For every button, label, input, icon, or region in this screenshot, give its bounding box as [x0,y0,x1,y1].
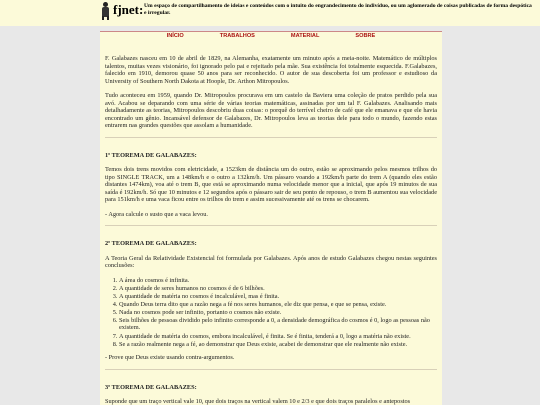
list-item: 3. A quantidade de matéria no cosmos é incalculável, mas é finita. [119,293,437,301]
theorem-3-body: Suponde que um traço vertical vale 10, que dois traços na vertical valem 10 e 2/3 e que dois traços paralelos e antepostos [105,398,411,405]
site-header [0,0,540,26]
theorem-3-title: 3º TEOREMA DE GALABAZES: [105,383,197,391]
section-divider [105,369,437,370]
theorem-2-list [105,277,437,349]
article-content [100,40,442,405]
list-item: 7. A quantidade de matéria do cosmos, embora incalculável, é finita. Se é finita, tenderá a 0, logo a matéria não existe. [119,333,437,341]
theorem-1-question: - Agora calcule o susto que a vaca levou. [105,210,208,218]
nav-sobre[interactable]: SOBRE [355,33,376,39]
site-logo[interactable] [100,2,143,20]
logo-text: fjnet: [113,2,144,17]
site-tagline: Um espaço de compartilhamento de ideias e conteúdos com o intuito do engrandecimento do indivíduo, ou um aglomerado de coisas publicadas de forma despótica e irregular. [144,3,532,16]
section-divider [105,225,437,226]
list-item: 1. A área do cosmos é infinita. [119,277,437,285]
list-item: 6. Seis bilhões de pessoas dividido pelo infinito corresponde a 0, a densidade demográfica do cosmos é 0, logo as pessoas não existem. [119,317,437,332]
intro-paragraph-1: F. Galabazes nasceu em 10 de abril de 1829, na Alemanha, exatamente um minuto após a meia-noite. Matemático de múltiplos talentos, muitas vezes visionário, foi ignorado pelo pai e rejeitado pela mãe. Sua existência foi totalmente esquecida. F.Galabazes, falecido em 1910, demorou quase 50 anos para ser reconhecido. O autor de sua descoberta foi um professor e estudioso da University of Southern North Dakota at Hoople, Dr. Arthon Mitropoulos. [105,55,437,85]
intro-paragraph-2: Tudo aconteceu em 1959, quando Dr. Mitropoulos procurava em um castelo da Baviera uma coleção de pratos perdido pela sua avó. Acabou se deparando com uma série de várias teorias matemáticas, assinadas por um tal F. Galabazes. Analisando mais detalhadamente as teorias, Mitropoulos descobriu duas coisas: o porquê do terrível cheiro de café que ele emanava e que ele havia encontrado um gênio. Incansável defensor de Galabazes, Dr. Mitropoulos leva as teorias dele para todo o mundo, fazendo estas entrarem nas grandes questões que assolam a humanidade. [105,92,437,129]
nav-material[interactable]: MATERIAL [290,33,320,39]
nav-inicio[interactable]: INÍCIO [166,33,184,39]
section-divider [105,137,437,138]
list-item: 5. Nada no cosmos pode ser infinito, portanto o cosmos não existe. [119,309,437,317]
theorem-1-body: Temos dois trens movidos com eletricidade, a 1523km de distância um do outro, estão se aproximando pelos mesmos trilhos do tipo SINGLE TRACK, um a 148km/h e o outro a 132km/h. Um pássaro voando a 192km/h parte do trem A (quando eles estão distantes 1474km), voa até o trem B, que está se aproximando numa velocidade menor que a inicial, que após 19 minutos de sua saída é 192km/h. Só que 10 minutos e 12 segundos após o pássaro sair de seu ponto de repouso, o trem B aumentou sua velocidade para 151km/h e uma vaca ficou entre os trilhos do trem e assim sucessivamente até os trens se chocarem. [105,166,437,203]
list-item: 8. Se a razão realmente nega a fé, ao demonstrar que Deus existe, acabei de demonstrar que ele realmente não existe. [119,341,437,349]
theorem-2-title: 2º TEOREMA DE GALABAZES: [105,240,197,247]
theorem-2-body: A Teoria Geral da Relatividade Existencial foi formulada por Galabazes. Após anos de estudo Galabazes chegou nestas seguintes conclusões: [105,254,437,269]
nav-trabalhos[interactable]: TRABALHOS [219,33,255,39]
list-item: 4. Quando Deus terra dito que a razão nega a fé nos seres humanos, ele diz que pensa, e que se pensa, existe. [119,301,437,309]
theorem-1-title: 1º TEOREMA DE GALABAZES: [105,151,197,159]
list-item: 2. A quantidade de seres humanos no cosmos é de 6 bilhões. [119,285,437,293]
thinker-logo-icon [100,2,111,20]
theorem-2-conclusion: - Prove que Deus existe usando contra-argumentos. [105,354,235,362]
